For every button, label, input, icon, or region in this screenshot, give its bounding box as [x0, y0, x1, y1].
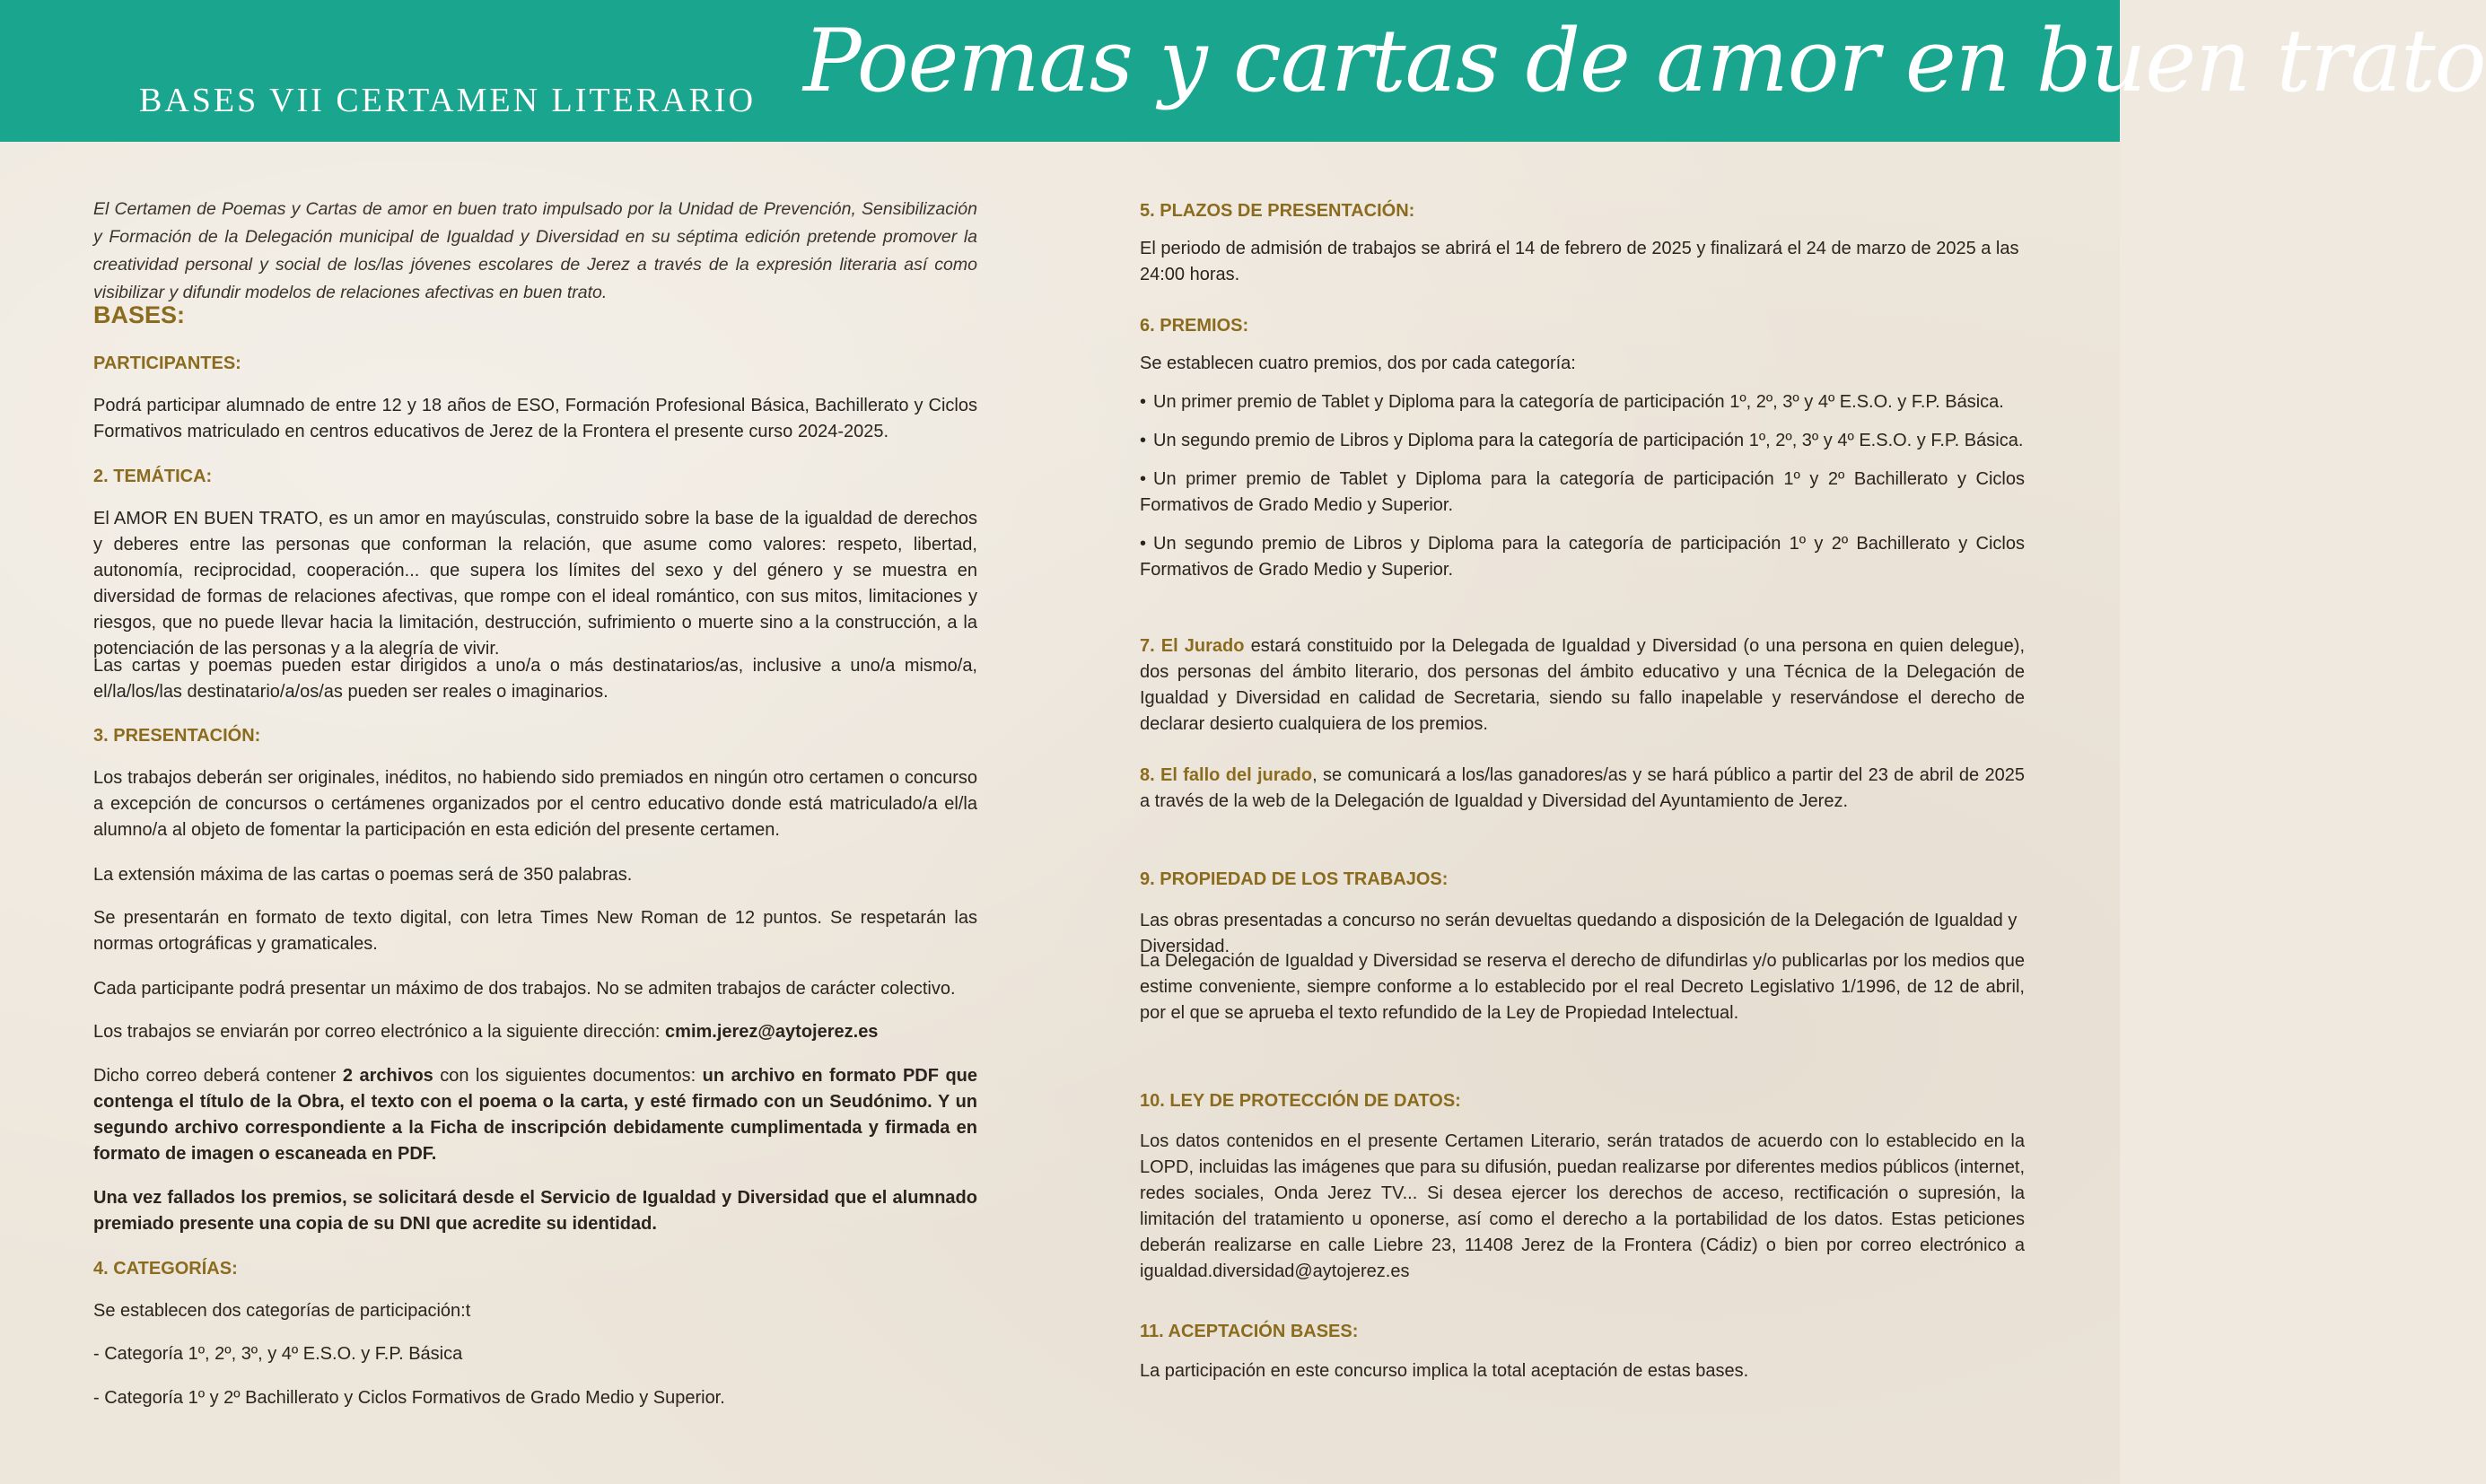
jurado-text: estará constituido por la Delegada de Igualdad y Diversidad (o una persona en quien delegue), dos personas del ámbito literario, dos personas del ámbito educativo y una Técnica de la Delegación de Igualdad y Diversidad en calidad de Secretaria, siendo su fallo inapelable y reservándose el derecho de declarar desierto cualquiera de los premios.: [1140, 636, 2026, 734]
presentacion-paragraph-4: Cada participante podrá presentar un máximo de dos trabajos. No se admiten trabajos de carácter colectivo.: [93, 979, 956, 999]
presentacion-paragraph-3: Se presentarán en formato de texto digital, con letra Times New Roman de 12 puntos. Se respetarán las normas ortográficas y gramaticales.: [93, 908, 977, 954]
presentacion-paragraph-5: [93, 1019, 977, 1045]
header-script-title: Poemas y cartas de amor en buen trato: [803, 11, 2486, 111]
files-text-c: con los siguientes documentos:: [433, 1066, 703, 1086]
proteccion-heading: 10. LEY DE PROTECCIÓN DE DATOS:: [1140, 1091, 1461, 1111]
files-count: 2 archivos: [342, 1066, 433, 1086]
participantes-heading: PARTICIPANTES:: [93, 354, 241, 373]
premios-intro: Se establecen cuatro premios, dos por cada categoría:: [1140, 354, 1576, 373]
header-banner: [0, 0, 2486, 142]
submission-email: cmim.jerez@aytojerez.es: [665, 1022, 879, 1042]
fallo-paragraph: [1140, 763, 2025, 815]
fallo-text: , se comunicará a los/las ganadores/as y se hará público a partir del 23 de abril de 2025 a través de la web de la Delegación de Igualdad y Diversidad del Ayuntamiento de Jerez.: [1140, 765, 2025, 811]
tematica-paragraph-1: El AMOR EN BUEN TRATO, es un amor en mayúsculas, construido sobre la base de la igualdad de derechos y deberes entre las personas que conforman la relación, que asume como valores: respeto, libertad, autonomía, reciprocidad, cooperación... que supera los límites del sexo y del género y se muestra en diversidad de formas de relaciones afectivas, que rompe con el ideal romántico, con sus mitos, limitaciones y riesgos, que no puede llevar hacia la limitación, destrucción, sufrimiento o muerte sino a la construcción, a la potenciación de las personas y a la alegría de vivir.: [93, 509, 977, 659]
participantes-text: Podrá participar alumnado de entre 12 y 18 años de ESO, Formación Profesional Básica, Bachillerato y Ciclos Formativos matriculado en centros educativos de Jerez de la Frontera el presente curso 2024-2025.: [93, 396, 977, 441]
tematica-heading: 2. TEMÁTICA:: [93, 467, 213, 486]
premios-item: • Un primer premio de Tablet y Diploma para la categoría de participación 1º y 2º Bachillerato y Ciclos Formativos de Grado Medio y Superior.: [1140, 467, 2025, 519]
premios-heading: 6. PREMIOS:: [1140, 316, 1249, 336]
bases-heading: BASES:: [93, 301, 186, 328]
presentacion-paragraph-1: Los trabajos deberán ser originales, inéditos, no habiendo sido premiados en ningún otro certamen o concurso a excepción de concursos o certámenes organizados por el centro educativo donde está matriculado/a el/la alumno/a al objeto de fomentar la participación en esta edición del presente certamen.: [93, 768, 977, 840]
presentacion-paragraph-6: [93, 1063, 977, 1167]
files-description: un archivo en formato PDF que contenga el título de la Obra, el texto con el poema o la carta, y esté firmado con un Seudónimo. Y un segundo archivo correspondiente a la Ficha de inscripción debidamente cumplimentada y firmada en formato de imagen o escaneada en PDF.: [93, 1066, 978, 1164]
aceptacion-heading: 11. ACEPTACIÓN BASES:: [1140, 1322, 1359, 1341]
email-intro-text: Los trabajos se enviarán por correo electrónico a la siguiente dirección:: [93, 1022, 666, 1042]
jurado-heading: 7. El Jurado: [1140, 636, 1245, 656]
premios-item: • Un segundo premio de Libros y Diploma para la categoría de participación 1º y 2º Bachillerato y Ciclos Formativos de Grado Medio y Superior.: [1140, 531, 2025, 583]
categorias-paragraph-3: - Categoría 1º y 2º Bachillerato y Ciclos Formativos de Grado Medio y Superior.: [93, 1388, 725, 1408]
categorias-heading: 4. CATEGORÍAS:: [93, 1259, 238, 1279]
presentacion-heading: 3. PRESENTACIÓN:: [93, 726, 261, 746]
jurado-paragraph: [1140, 633, 2025, 738]
premios-item: • Un primer premio de Tablet y Diploma para la categoría de participación 1º, 2º, 3º y 4º E.S.O. y F.P. Básica.: [1140, 389, 2025, 415]
files-text-a: Dicho correo deberá contener: [93, 1066, 343, 1086]
categorias-paragraph-1: Se establecen dos categorías de participación:t: [93, 1301, 471, 1321]
proteccion-text: Los datos contenidos en el presente Certamen Literario, serán tratados de acuerdo con lo establecido en la LOPD, incluidas las imágenes que para su difusión, puedan realizarse por diferentes medios públicos (internet, redes sociales, Onda Jerez TV... Si desea ejercer los derechos de acceso, rectificación o supresión, la limitación del tratamiento u oponerse, así como el derecho a la portabilidad de los datos. Estas peticiones deberán realizarse en calle Liebre 23, 11408 Jerez de la Frontera (Cádiz) o bien por correo electrónico a igualdad.diversidad@aytojerez.es: [1140, 1131, 2025, 1281]
plazos-text: El periodo de admisión de trabajos se abrirá el 14 de febrero de 2025 y finalizará el 24 de marzo de 2025 a las 24:00 horas.: [1140, 239, 2019, 284]
fallo-heading: 8. El fallo del jurado: [1140, 765, 1313, 785]
propiedad-paragraph-1: Las obras presentadas a concurso no serán devueltas quedando a disposición de la Delegación de Igualdad y Diversidad.: [1140, 911, 2018, 956]
header-title: BASES VII CERTAMEN LITERARIO: [139, 82, 757, 119]
premios-item: • Un segundo premio de Libros y Diploma para la categoría de participación 1º, 2º, 3º y 4º E.S.O. y F.P. Básica.: [1140, 428, 2025, 454]
propiedad-paragraph-2: La Delegación de Igualdad y Diversidad se reserva el derecho de difundirlas y/o publicarlas por los medios que estime conveniente, siempre conforme a lo establecido por el real Decreto Legislativo 1/1996, de 12 de abril, por el que se aprueba el texto refundido de la Ley de Propiedad Intelectual.: [1140, 951, 2025, 1023]
categorias-paragraph-2: - Categoría 1º, 2º, 3º, y 4º E.S.O. y F.P. Básica: [93, 1344, 463, 1364]
presentacion-paragraph-2: La extensión máxima de las cartas o poemas será de 350 palabras.: [93, 865, 633, 885]
plazos-heading: 5. PLAZOS DE PRESENTACIÓN:: [1140, 201, 1415, 221]
tematica-paragraph-2: Las cartas y poemas pueden estar dirigidos a uno/a o más destinatarios/as, inclusive a uno/a mismo/a, el/la/los/las destinatario/a/os/as pueden ser reales o imaginarios.: [93, 656, 977, 702]
propiedad-heading: 9. PROPIEDAD DE LOS TRABAJOS:: [1140, 869, 1449, 889]
intro-paragraph: El Certamen de Poemas y Cartas de amor en buen trato impulsado por la Unidad de Prevención, Sensibilización y Formación de la Delegación municipal de Igualdad y Diversidad en su séptima edición pretende promover la creatividad personal y social de los/las jóvenes escolares de Jerez a través de la expresión literaria así como visibilizar y difundir modelos de relaciones afectivas en buen trato.: [93, 199, 977, 302]
presentacion-paragraph-7: Una vez fallados los premios, se solicitará desde el Servicio de Igualdad y Diversidad que el alumnado premiado presente una copia de su DNI que acredite su identidad.: [93, 1188, 977, 1234]
aceptacion-text: La participación en este concurso implica la total aceptación de estas bases.: [1140, 1361, 1749, 1381]
